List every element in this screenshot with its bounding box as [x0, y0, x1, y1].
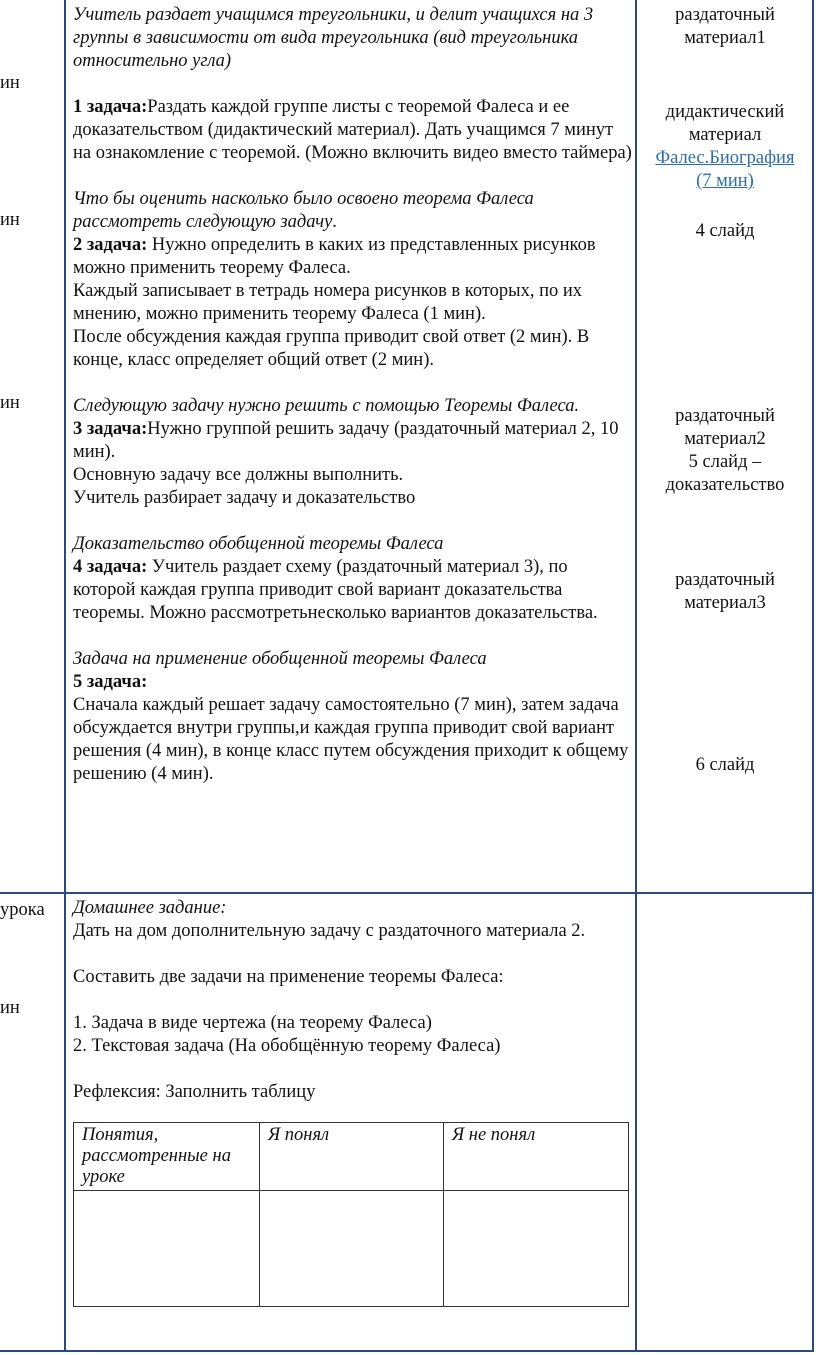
- check-text: Что бы оценить насколько было освоено теорема Фалеса рассмотреть следующую задачу: [73, 189, 534, 232]
- task3-paragraph: [73, 418, 633, 464]
- lesson-steps-cell: [73, 4, 633, 786]
- table-row-divider: [0, 892, 814, 894]
- table-border-bottom: [0, 1350, 814, 1352]
- resource-item-1: раздаточный материал1: [675, 5, 775, 48]
- task3-title: 3 задача:: [73, 419, 148, 439]
- resource-item-3: 4 слайд: [695, 221, 755, 241]
- task1-title: 1 задача:: [73, 97, 148, 117]
- biography-link[interactable]: Фалес.Биография (7 мин): [655, 148, 795, 191]
- resource-item-6: 6 слайд: [695, 755, 755, 775]
- apply-intro: Задача на применение обобщенной теоремы Фалеса: [73, 649, 487, 669]
- resource-item-4: [640, 405, 810, 497]
- left-fragment-5: ин: [0, 998, 20, 1018]
- left-fragment-4: урока: [0, 900, 45, 920]
- task5-text: Сначала каждый решает задачу самостоятельно (7 мин), затем задача обсуждается внутри группы,и каждая группа приводит свой вариант решения (4 мин), в конце класс путем обсуждения приходит к общему решению (4 мин).: [73, 695, 629, 784]
- reflection-header-understood: Я понял: [260, 1123, 444, 1191]
- reflection-cell-concepts[interactable]: [74, 1191, 260, 1307]
- check-dot: .: [332, 212, 337, 232]
- task4-title: 4 задача:: [73, 557, 148, 577]
- task1-text: Раздать каждой группе листы с теоремой Фалеса и ее доказательством (дидактический материал). Дать учащимся 7 минут на ознакомление с теоремой. (Можно включить видео вместо таймера): [73, 97, 632, 163]
- reflection-table: [73, 1122, 629, 1307]
- resource-item-2-text: дидактический материал: [665, 102, 785, 145]
- resource-item-2: [640, 101, 810, 193]
- task2-line2: Каждый записывает в тетрадь номера рисунков в которых, по их мнению, можно применить теорему Фалеса (1 мин).: [73, 281, 583, 324]
- left-fragment-2: ин: [0, 210, 20, 230]
- table-border-left: [64, 0, 66, 1352]
- task3-text: Нужно группой решить задачу (раздаточный материал 2, 10 мин).: [73, 419, 619, 462]
- next-task-intro: Следующую задачу нужно решить с помощью Теоремы Фалеса.: [73, 396, 580, 416]
- task2-paragraph: [73, 234, 633, 280]
- table-border-middle: [635, 0, 637, 1352]
- reflection-header-concepts: Понятия, рассмотренные на уроке: [74, 1123, 260, 1191]
- homework-list-item-1: 1. Задача в виде чертежа (на теорему Фалеса): [73, 1013, 432, 1033]
- left-fragment-1: ин: [0, 73, 20, 93]
- compose-text: Составить две задачи на применение теоремы Фалеса:: [73, 967, 504, 987]
- task2-line3: После обсуждения каждая группа приводит свой ответ (2 мин). В конце, класс определяет общий ответ (2 мин).: [73, 327, 590, 370]
- proof-intro: Доказательство обобщенной теоремы Фалеса: [73, 534, 444, 554]
- resource-item-4b: 5 слайд – доказательство: [665, 452, 785, 495]
- intro-text: Учитель раздает учащимся треугольники, и делит учащихся на 3 группы в зависимости от вида треугольника (вид треугольника относительно угла): [73, 5, 594, 71]
- task3-line3: Учитель разбирает задачу и доказательство: [73, 488, 416, 508]
- reflection-header-not-understood: Я не понял: [444, 1123, 629, 1191]
- task3-line2: Основную задачу все должны выполнить.: [73, 465, 404, 485]
- task5-title: 5 задача:: [73, 672, 148, 692]
- task2-text: Нужно определить в каких из представленных рисунков можно применить теорему Фалеса.: [73, 235, 596, 278]
- reflection-cell-not-understood[interactable]: [444, 1191, 629, 1307]
- reflection-header-row: [74, 1123, 629, 1191]
- reflection-text: Рефлексия: Заполнить таблицу: [73, 1082, 316, 1102]
- task4-paragraph: [73, 556, 633, 625]
- resource-item-4a: раздаточный материал2: [675, 406, 775, 449]
- check-paragraph: [73, 188, 633, 234]
- task1-paragraph: [73, 96, 633, 165]
- resource-item-5: раздаточный материал3: [675, 570, 775, 613]
- homework-list-item-2: 2. Текстовая задача (На обобщённую теорему Фалеса): [73, 1036, 501, 1056]
- homework-cell: [73, 897, 633, 1104]
- homework-title: Домашнее задание:: [73, 898, 227, 918]
- task2-title: 2 задача:: [73, 235, 148, 255]
- reflection-cell-understood[interactable]: [260, 1191, 444, 1307]
- reflection-empty-row: [74, 1191, 629, 1307]
- left-fragment-3: ин: [0, 393, 20, 413]
- table-border-right: [812, 0, 814, 1352]
- task4-text: Учитель раздает схему (раздаточный материал 3), по которой каждая группа приводит свой вариант доказательства теоремы. Можно рассмотретьнесколько вариантов доказательства.: [73, 557, 598, 623]
- homework-text: Дать на дом дополнительную задачу с раздаточного материала 2.: [73, 921, 586, 941]
